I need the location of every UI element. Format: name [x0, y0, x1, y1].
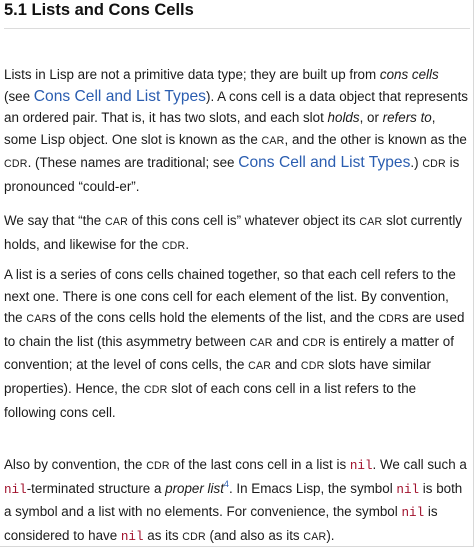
- term-car: CAR: [303, 530, 327, 543]
- term-car: CAR: [359, 216, 383, 228]
- term-car: CAR: [26, 313, 50, 326]
- link-cons-cell-and-list-types[interactable]: Cons Cell and List Types: [33, 87, 206, 105]
- heading-divider: [4, 28, 470, 29]
- term-car: CAR: [261, 134, 285, 147]
- term-car: CAR: [249, 336, 273, 349]
- term-proper-list: proper list: [165, 480, 224, 496]
- term-holds: holds: [327, 110, 360, 126]
- term-cdr: CDR: [143, 383, 168, 396]
- section-heading: 5.1 Lists and Cons Cells: [4, 1, 194, 19]
- code-nil: nil: [120, 529, 144, 544]
- term-cdr: CDR: [302, 336, 326, 349]
- term-cdr: CDR: [182, 530, 206, 543]
- term-cdr: CDR: [300, 360, 325, 373]
- paragraph-car-of-cell: We say that “the CAR of this cons cell is” whatever object its CAR slot currently holds, and likewise for the CDR.: [4, 213, 462, 252]
- code-nil: nil: [349, 459, 373, 473]
- term-refers-to: refers to: [382, 110, 432, 126]
- code-nil: nil: [396, 482, 420, 497]
- term-cdr: CDR: [422, 158, 446, 171]
- term-cons-cells: cons cells: [379, 67, 439, 82]
- term-cdr: CDR: [146, 460, 170, 472]
- footnote-link-4[interactable]: 4: [223, 478, 229, 489]
- paragraph-cons-cells-intro: Lists in Lisp are not a primitive data type; they are built up from cons cells (see Cons Cell and List Types). A cons cell is a data object that represents an ordered pair. That is, it has two slots, and each slot holds, or refers to, some Lisp object. One slot is known as the CAR, and the other is known as the CDR. (These names are traditional; see Cons Cell and List Types.) CDR is pronounced “could-er”.: [4, 67, 468, 194]
- term-cdr: CDR: [378, 313, 402, 326]
- term-car: CAR: [104, 216, 128, 228]
- term-cdr: CDR: [161, 239, 186, 252]
- paragraph-list-definition: A list is a series of cons cells chained together, so that each cell refers to the next one. There is one cons cell for each element of the list. By convention, the CARs of the cons cells hold the elements of the list, and the CDRs are used to chain the list (this asymmetry between CAR and CDR is entirely a matter of convention; at the level of cons cells, the CAR and CDR slots have similar properties). Hence, the CDR slot of each cons cell in a list refers to the following cons cell.: [4, 267, 465, 420]
- code-nil: nil: [4, 482, 27, 497]
- term-cdr: CDR: [4, 158, 28, 171]
- link-cons-cell-and-list-types-2[interactable]: Cons Cell and List Types: [238, 154, 411, 172]
- term-car: CAR: [248, 360, 272, 373]
- paragraph-proper-list: Also by convention, the CDR of the last cons cell in a list is nil. We call such a nil-terminated structure a proper list$^4$. In Emacs Lisp, the symbol nil is both a symbol and a list with no elements. For convenience, the symbol nil is considered to have nil as its CDR (and also as its CAR).: [4, 457, 467, 544]
- code-nil: nil: [401, 506, 425, 521]
